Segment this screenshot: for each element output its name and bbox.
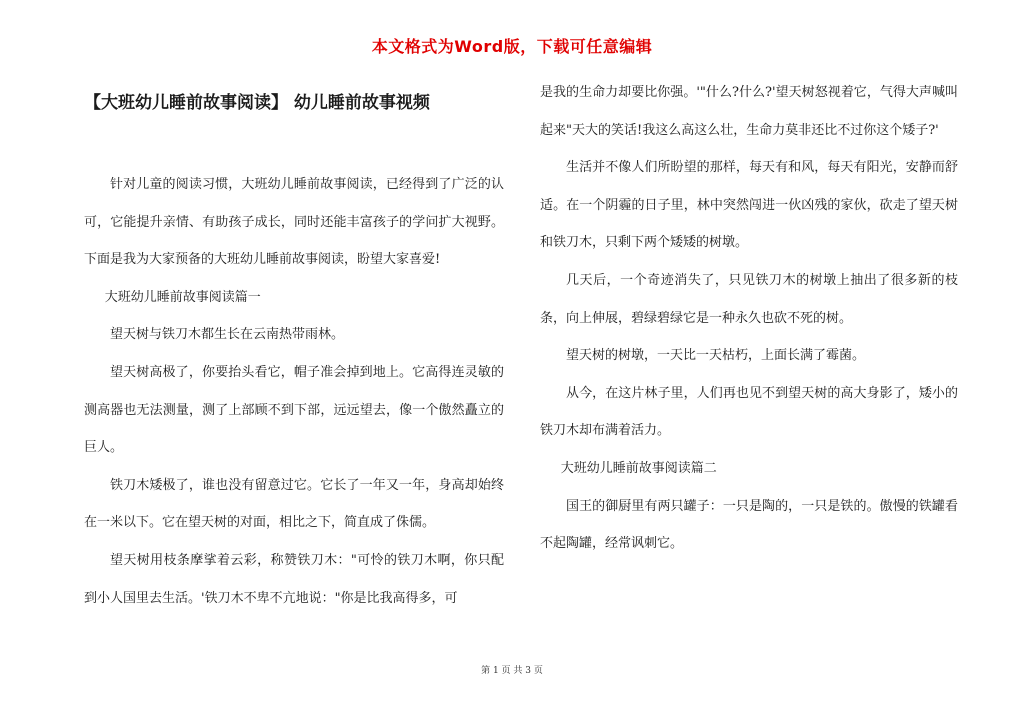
body-paragraph-continued: 是我的生命力却要比你强。'"什么?什么?'望天树怒视着它，气得大声喊叫起来"天大的笑话!我这么高这么壮，生命力莫非还比不过你这个矮子?' [540,85,958,138]
section-heading-1: 大班幼儿睡前故事阅读篇一 [104,289,261,305]
left-column [84,166,504,617]
right-column [540,74,958,563]
body-paragraph: 生活并不像人们所盼望的那样，每天有和风，每天有阳光，安静而舒适。在一个阴霾的日子里，林中突然闯进一伙凶残的家伙，砍走了望天树和铁刀木，只剩下两个矮矮的树墩。 [540,160,958,251]
body-paragraph: 望天树用枝条摩挲着云彩，称赞铁刀木："可怜的铁刀木啊，你只配到小人国里去生活。'铁刀木不卑不亢地说："你是比我高得多，可 [84,552,504,606]
intro-paragraph: 针对儿童的阅读习惯，大班幼儿睡前故事阅读，已经得到了广泛的认可，它能提升亲情、有助孩子成长，同时还能丰富孩子的学问扩大视野。下面是我为大家预备的大班幼儿睡前故事阅读，盼望大家喜爱! [84,177,504,268]
section-heading-2: 大班幼儿睡前故事阅读篇二 [560,460,717,476]
body-paragraph: 几天后，一个奇迹消失了，只见铁刀木的树墩上抽出了很多新的枝条，向上伸展，碧绿碧绿它是一种永久也砍不死的树。 [540,272,958,326]
body-paragraph: 望天树的树墩，一天比一天枯朽，上面长满了霉菌。 [566,348,866,364]
body-paragraph: 从今，在这片林子里，人们再也见不到望天树的高大身影了，矮小的铁刀木却布满着活力。 [540,385,958,439]
body-paragraph: 铁刀木矮极了，谁也没有留意过它。它长了一年又一年，身高却始终在一米以下。它在望天树的对面，相比之下，简直成了侏儒。 [84,477,504,531]
page-footer: 第 1 页 共 3 页 [481,666,543,676]
body-paragraph: 望天树高极了，你要抬头看它，帽子准会掉到地上。它高得连灵敏的测高器也无法测量，测了上部顾不到下部，远远望去，像一个傲然矗立的巨人。 [84,364,504,456]
watermark-banner: 本文格式为Word版，下载可任意编辑 [371,37,653,56]
body-paragraph: 国王的御厨里有两只罐子：一只是陶的，一只是铁的。傲慢的铁罐看不起陶罐，经常讽刺它。 [540,498,958,552]
body-paragraph: 望天树与铁刀木都生长在云南热带雨林。 [110,327,345,343]
document-title: 【大班幼儿睡前故事阅读】 幼儿睡前故事视频 [84,93,430,113]
